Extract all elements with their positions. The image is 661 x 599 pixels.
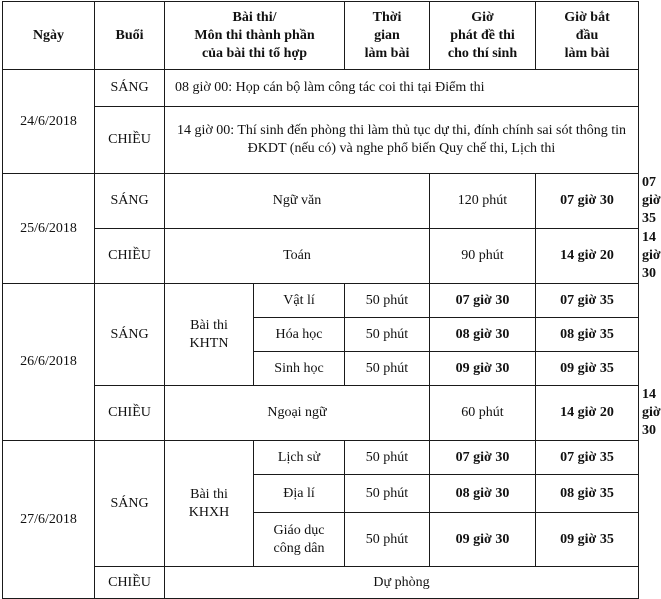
start-time-cell: 07 giờ 35 [536,441,639,475]
subject-cell: Toán [165,229,430,284]
session-cell: CHIỀU [95,386,165,441]
date-cell: 27/6/2018 [3,441,95,599]
duration-cell: 50 phút [345,352,430,386]
table-row [3,70,639,107]
session-cell: SÁNG [95,441,165,567]
header-bai-thi: Bài thi/ Môn thi thành phần của bài thi tổ hợp [165,2,345,70]
session-cell: SÁNG [95,70,165,107]
duration-cell: 50 phút [345,475,430,513]
start-time-cell: 09 giờ 35 [536,352,639,386]
note-cell: 14 giờ 00: Thí sinh đến phòng thi làm thủ tục dự thi, đính chính sai sót thông tin ĐKDT (nếu có) và nghe phổ biến Quy chế thi, Lịch thi [165,107,639,174]
issue-time-cell: 08 giờ 30 [430,318,536,352]
start-time-cell: 07 giờ 35 [536,284,639,318]
issue-time-cell: 07 giờ 30 [430,284,536,318]
subject-cell: Ngoại ngữ [165,386,430,441]
header-ngay: Ngày [3,2,95,70]
note-cell: Dự phòng [165,567,639,599]
subject-cell: Lịch sử [254,441,345,475]
subject-cell: Vật lí [254,284,345,318]
session-cell: CHIỀU [95,229,165,284]
table-row: CHIỀU Ngoại ngữ 60 phút 14 giờ 20 14 giờ 30 [3,386,639,441]
header-buoi: Buổi [95,2,165,70]
duration-cell: 60 phút [430,386,536,441]
issue-time-cell: 14 giờ 20 [536,386,639,441]
table-row [3,441,639,475]
table-row [3,107,639,174]
note-cell: 08 giờ 00: Họp cán bộ làm công tác coi thi tại Điểm thi [165,70,639,107]
header-row [3,2,639,70]
subject-cell: Sinh học [254,352,345,386]
date-cell: 25/6/2018 [3,174,95,284]
duration-cell: 50 phút [345,318,430,352]
table-row: CHIỀU Toán 90 phút 14 giờ 20 14 giờ 30 [3,229,639,284]
issue-time-cell: 07 giờ 30 [536,174,639,229]
issue-time-cell: 09 giờ 30 [430,352,536,386]
subject-cell: Giáo dục công dân [254,513,345,567]
duration-cell: 90 phút [430,229,536,284]
table-row [3,284,639,318]
exam-schedule-table [2,1,661,599]
header-gio-phat-de: Giờ phát đề thi cho thí sinh [430,2,536,70]
start-time-cell: 08 giờ 35 [536,475,639,513]
header-thoi-gian: Thời gian làm bài [345,2,430,70]
date-cell: 24/6/2018 [3,70,95,174]
header-gio-bat-dau: Giờ bắt đầu làm bài [536,2,639,70]
session-cell: SÁNG [95,174,165,229]
issue-time-cell: 08 giờ 30 [430,475,536,513]
subject-cell: Địa lí [254,475,345,513]
start-time-cell: 09 giờ 35 [536,513,639,567]
session-cell: SÁNG [95,284,165,386]
subject-cell: Hóa học [254,318,345,352]
date-cell: 26/6/2018 [3,284,95,441]
session-cell: CHIỀU [95,107,165,174]
duration-cell: 50 phút [345,513,430,567]
duration-cell: 120 phút [430,174,536,229]
group-cell: Bài thi KHTN [165,284,254,386]
duration-cell: 50 phút [345,441,430,475]
session-cell: CHIỀU [95,567,165,599]
table-row: 25/6/2018 SÁNG Ngữ văn 120 phút 07 giờ 30 07 giờ 35 [3,174,639,229]
issue-time-cell: 14 giờ 20 [536,229,639,284]
duration-cell: 50 phút [345,284,430,318]
issue-time-cell: 07 giờ 30 [430,441,536,475]
issue-time-cell: 09 giờ 30 [430,513,536,567]
start-time-cell: 08 giờ 35 [536,318,639,352]
subject-cell: Ngữ văn [165,174,430,229]
table-row [3,567,639,599]
group-cell: Bài thi KHXH [165,441,254,567]
